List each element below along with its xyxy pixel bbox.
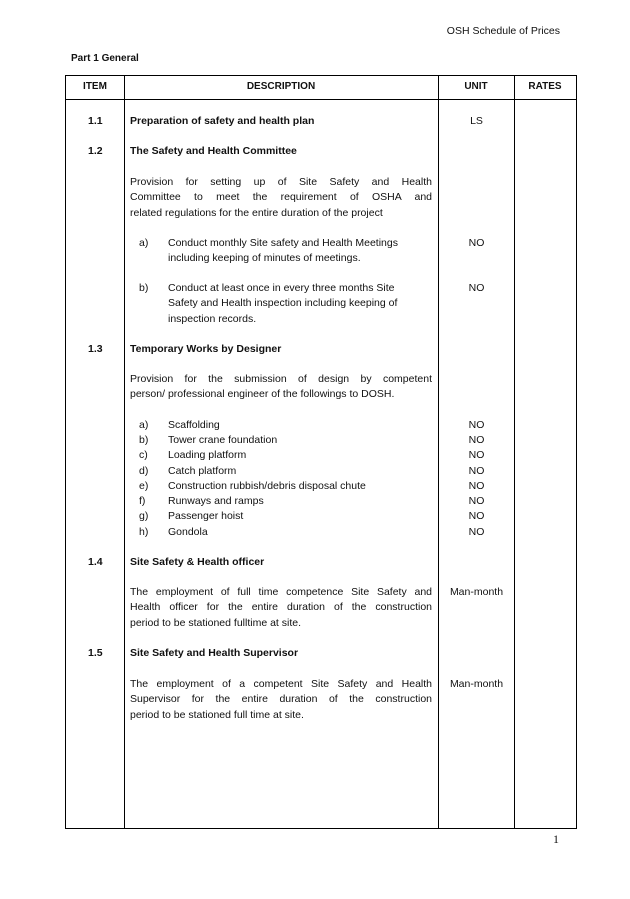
item-title: Preparation of safety and health plan [130, 115, 315, 127]
item-number: 1.1 [88, 115, 103, 127]
item-number: 1.5 [88, 647, 103, 659]
item-unit: Man-month [449, 678, 504, 690]
description-line: The employment of full time competence Site Safety and [130, 586, 432, 598]
subitem-text [168, 236, 432, 267]
column-header-unit: UNIT [464, 81, 488, 92]
subitem-text: Construction rubbish/debris disposal chute [168, 480, 366, 492]
column-divider-item [124, 76, 125, 828]
item-description [130, 372, 432, 403]
subitem-letter: c) [139, 449, 148, 461]
subitem-unit: NO [468, 419, 485, 431]
item-title: Temporary Works by Designer [130, 343, 282, 355]
subitem-text [168, 281, 432, 327]
subitem-text: Scaffolding [168, 419, 220, 431]
item-unit: LS [470, 115, 483, 127]
item-number: 1.3 [88, 343, 103, 355]
subitem-unit: NO [468, 465, 485, 477]
item-title: Site Safety and Health Supervisor [130, 647, 299, 659]
subitem-letter: g) [139, 510, 149, 522]
column-header-description: DESCRIPTION [246, 81, 316, 92]
subitem-unit: NO [468, 449, 485, 461]
subitem-letter: b) [139, 282, 149, 294]
subitem-letter: a) [139, 419, 149, 431]
item-title: The Safety and Health Committee [130, 145, 297, 157]
header-divider [66, 99, 576, 100]
subitem-line: Conduct monthly Site safety and Health Meetings [168, 237, 398, 249]
subitem-text: Tower crane foundation [168, 434, 278, 446]
subitem-unit: NO [468, 526, 485, 538]
description-line: Provision for the submission of design by competent [130, 373, 432, 385]
subitem-unit: NO [468, 495, 485, 507]
item-description [130, 677, 432, 723]
subitem-text: Catch platform [168, 465, 237, 477]
column-divider-unit [514, 76, 515, 828]
description-line: Provision for setting up of Site Safety and Health [130, 176, 432, 188]
description-line: Health officer for the entire duration of the construction [130, 601, 432, 614]
description-line: period to be stationed fulltime at site. [130, 616, 302, 629]
subitem-letter: b) [139, 434, 149, 446]
item-number: 1.2 [88, 145, 103, 157]
part-title: Part 1 General [71, 53, 139, 64]
subitem-letter: d) [139, 465, 149, 477]
subitem-line: inspection records. [168, 312, 257, 325]
subitem-text: Runways and ramps [168, 495, 264, 507]
item-number: 1.4 [88, 556, 103, 568]
subitem-unit: NO [468, 282, 485, 294]
subitem-text: Loading platform [168, 449, 247, 461]
subitem-unit: NO [468, 510, 485, 522]
page-number: 1 [553, 832, 559, 846]
subitem-text: Passenger hoist [168, 510, 244, 522]
column-header-rates: RATES [528, 81, 562, 92]
description-line: period to be stationed full time at site. [130, 708, 304, 721]
subitem-letter: f) [139, 495, 146, 507]
subitem-letter: e) [139, 480, 149, 492]
subitem-line: Conduct at least once in every three months Site [168, 282, 395, 294]
description-line: Supervisor for the entire duration of the construction [130, 693, 432, 706]
subitem-unit: NO [468, 237, 485, 249]
description-line: related regulations for the entire duration of the project [130, 206, 383, 219]
subitem-letter: h) [139, 526, 149, 538]
item-description [130, 175, 432, 221]
subitem-unit: NO [468, 480, 485, 492]
item-unit: Man-month [449, 586, 504, 598]
item-title: Site Safety & Health officer [130, 556, 265, 568]
subitem-line: including keeping of minutes of meetings. [168, 252, 361, 265]
description-line: person/ professional engineer of the followings to DOSH. [130, 388, 395, 401]
subitem-letter: a) [139, 237, 149, 249]
subitem-line: Safety and Health inspection including keeping of [168, 297, 398, 310]
item-description [130, 585, 432, 631]
description-line: Committee to meet the requirement of OSHA and [130, 191, 432, 204]
document-title: OSH Schedule of Prices [446, 25, 560, 37]
column-header-item: ITEM [83, 81, 107, 92]
subitem-text: Gondola [168, 526, 208, 538]
subitem-unit: NO [468, 434, 485, 446]
description-line: The employment of a competent Site Safety and Health [130, 678, 432, 690]
